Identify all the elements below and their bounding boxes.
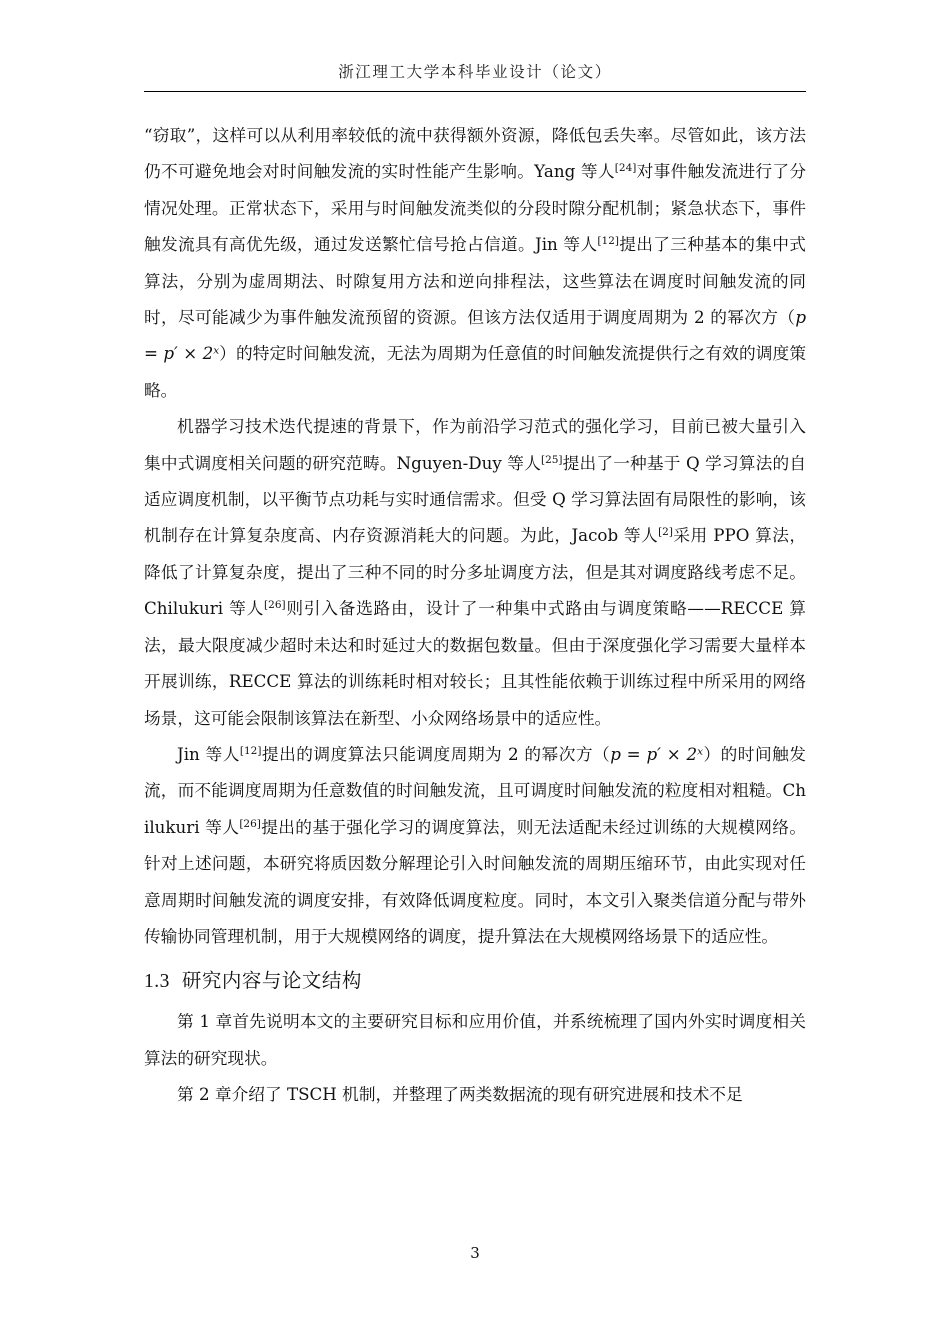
p3-text-4: 提出的基于强化学习的调度算法，则无法适配未经过训练的大规模网络。针对上述问题，本研究将质因数分解理论引入时间触发流的周期压缩环节，由此实现对任意周期时间触发流的调度安排，有效降低调度粒度。同时，本文引入聚类信道分配与带外传输协同管理机制，用于大规模网络的调度，提升算法在大规模网络场景下的适应性。 (144, 816, 807, 946)
paragraph-1 (144, 117, 806, 408)
p1-text-1: “窃取”，这样可以从利用率较低的流中获得额外资源，降低包丢失率。尽管如此，该方法仍不可避免地会对时间触发流的实时性能产生影响。Yang 等人 (144, 125, 806, 182)
p1-text-4: ）的特定时间触发流，无法为周期为任意值的时间触发流提供行之有效的调度策略。 (144, 343, 807, 400)
p1-text-2: 对事件触发流进行了分情况处理。正常状态下，采用与时间触发流类似的分段时隙分配机制；紧急状态下，事件触发流具有高优先级，通过发送繁忙信号抢占信道。Jin 等人 (144, 161, 807, 255)
p3-text-1: Jin 等人 (177, 743, 240, 764)
citation: [24] (614, 162, 637, 175)
citation: [26] (264, 599, 286, 612)
citation: [26] (239, 817, 261, 830)
citation: [12] (597, 235, 619, 248)
p2-text-3: 采用 PPO 算法，降低了计算复杂度，提出了三种不同的时分多址调度方法，但是其对调度路线考虑不足。Chilukuri 等人 (144, 525, 807, 619)
p3-text-3: ）的时间触发流，而不能调度周期为任意数值的时间触发流，且可调度时间触发流的粒度相对粗糙。Chilukuri 等人 (144, 743, 806, 837)
section-number: 1.3 (144, 971, 170, 993)
citation: [25] (540, 453, 563, 466)
paragraph-2 (144, 408, 806, 736)
section-title: 研究内容与论文结构 (181, 969, 362, 993)
math-formula: p = p′ × 2ˣ (610, 743, 703, 764)
p2-text-4: 则引入备选路由，设计了一种集中式路由与调度策略——RECCE 算法，最大限度减少超时未达和时延过大的数据包数量。但由于深度强化学习需要大量样本开展训练，RECCE 算法的训练耗时相对较长；且其性能依赖于训练过程中所采用的网络场景，这可能会限制该算法在新型、小众网络场景中的适应性。 (144, 598, 806, 728)
paragraph-5: 第 2 章介绍了 TSCH 机制，并整理了两类数据流的现有研究进展和技术不足 (177, 1084, 743, 1105)
p2-text-2: 提出了一种基于 Q 学习算法的自适应调度机制，以平衡节点功耗与实时通信需求。但受 Q 学习算法固有局限性的影响，该机制存在计算复杂度高、内存资源消耗大的问题。为此，Jacob 等人 (144, 452, 807, 546)
p2-text-1: 机器学习技术迭代提速的背景下，作为前沿学习范式的强化学习，目前已被大量引入集中式调度相关问题的研究范畴。Nguyen-Duy 等人 (144, 416, 806, 473)
citation: [12] (239, 744, 262, 757)
p3-text-2: 提出的调度算法只能调度周期为 2 的幂次方（ (261, 743, 611, 764)
p1-text-3: 提出了三种基本的集中式算法，分别为虚周期法、时隙复用方法和逆向排程法，这些算法在调度时间触发流的同时，尽可能减少为事件触发流预留的资源。但该方法仅适用于调度周期为 2 的幂次方（ (144, 234, 806, 328)
paragraph-3 (144, 736, 806, 954)
math-formula: p = p′ × 2ˣ (144, 307, 806, 364)
section-heading (144, 964, 806, 999)
body-text (144, 117, 806, 1113)
page-header-title: 浙江理工大学本科毕业设计（论文） (338, 63, 612, 81)
citation: [2] (658, 526, 673, 539)
paragraph-4: 第 1 章首先说明本文的主要研究目标和应用价值，并系统梳理了国内外实时调度相关算法的研究现状。 (144, 1011, 806, 1068)
page-number: 3 (470, 1244, 480, 1262)
header-divider (144, 91, 806, 92)
